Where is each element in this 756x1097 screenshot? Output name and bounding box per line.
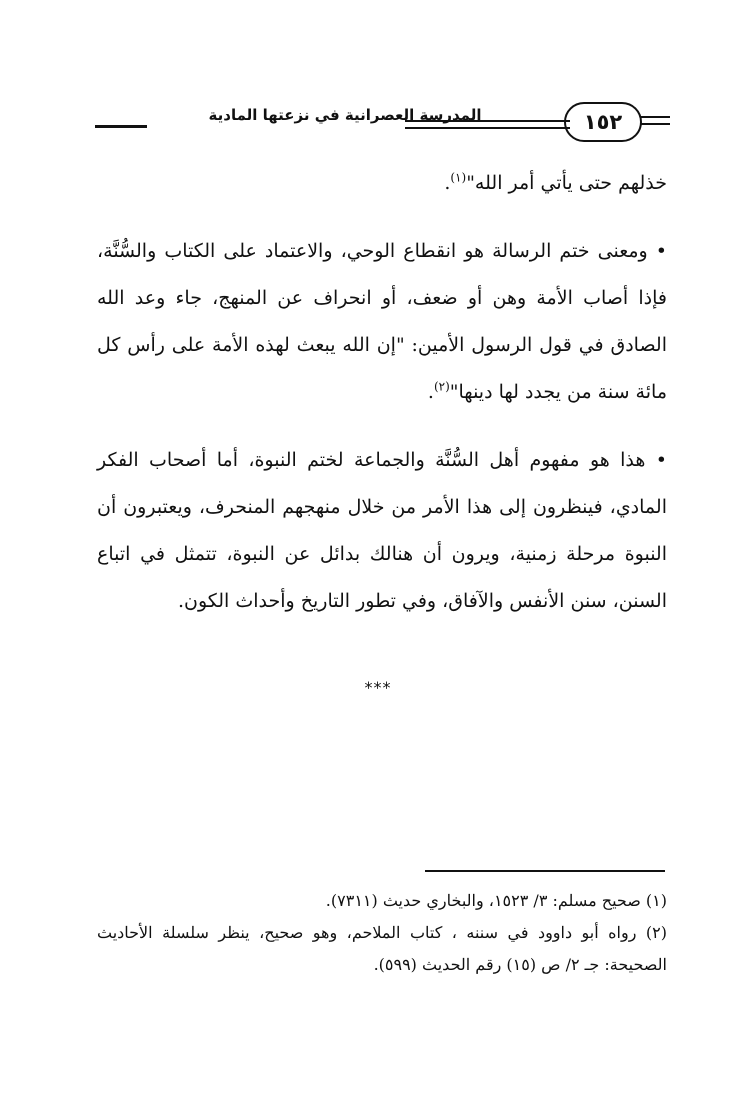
paragraph-seal-of-prophethood xyxy=(97,228,667,416)
header-rule-left xyxy=(95,125,147,128)
paragraph-text: خذلهم حتى يأتي أمر الله" xyxy=(466,172,667,194)
footnote-rule xyxy=(425,870,665,872)
footnote-2: (٢) رواه أبو داوود في سننه ، كتاب الملاحم، وهو صحيح، ينظر سلسلة الأحاديث الصحيحة: جـ ٢/ ص (١٥) رقم الحديث (٥٩٩). xyxy=(97,923,667,974)
footnote-ref-2: (٢) xyxy=(433,379,450,394)
footnote-ref-1: (١) xyxy=(450,170,467,185)
page-number: ١٥٢ xyxy=(564,102,642,142)
footnotes xyxy=(97,885,667,981)
page-header xyxy=(95,100,670,150)
paragraph-end: . xyxy=(427,381,434,403)
paragraph-text: • ومعنى ختم الرسالة هو انقطاع الوحي، والاعتماد على الكتاب والسُّنَّة، فإذا أصاب الأمة وهن أو ضعف، أو انحراف عن المنهج، جاء وعد الله الصادق في قول الرسول الأمين: "إن الله يبعث لهذه الأمة على رأس كل مائة سنة من يجدد لها دينها" xyxy=(97,240,667,403)
header-rule-middle xyxy=(405,120,570,134)
footnote-1: (١) صحيح مسلم: ٣/ ١٥٢٣، والبخاري حديث (٧٣١١). xyxy=(325,891,667,910)
running-title: المدرسة العصرانية في نزعتها المادية xyxy=(208,106,482,124)
paragraph-end: . xyxy=(444,172,451,194)
paragraph-materialist-view xyxy=(97,437,667,625)
paragraph-text: • هذا هو مفهوم أهل السُّنَّة والجماعة لختم النبوة، أما أصحاب الفكر المادي، فينظرون إلى هذا الأمر من خلال منهجهم المنحرف، ويعتبرون أن النبوة مرحلة زمنية، ويرون أن هنالك بدائل عن النبوة، تتمثل في اتباع السنن، سنن الأنفس والآفاق، وفي تطور التاريخ وأحداث الكون. xyxy=(97,449,667,612)
section-separator: *** xyxy=(364,678,392,697)
paragraph-continuation xyxy=(97,160,667,207)
main-text xyxy=(97,160,667,646)
header-rule-right xyxy=(640,116,670,130)
